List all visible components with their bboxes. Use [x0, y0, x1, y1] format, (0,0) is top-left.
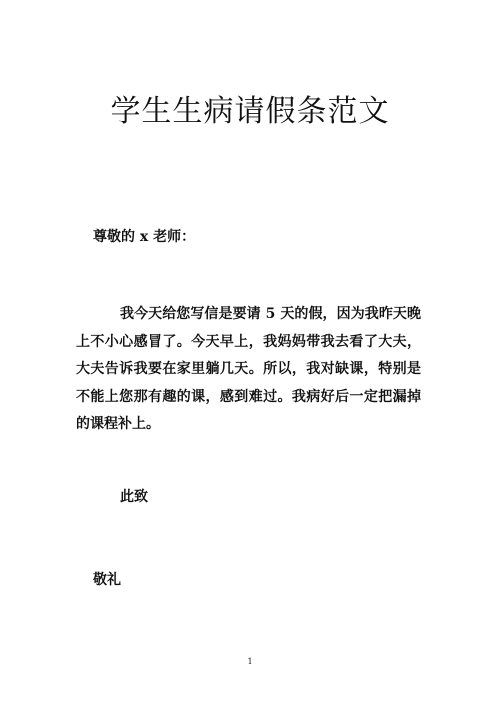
closing-phrase: 此致 — [120, 489, 148, 505]
salutation: 尊敬的 x 老师： — [93, 229, 196, 245]
regards-phrase: 敬礼 — [93, 572, 121, 588]
page-number: 1 — [247, 657, 253, 666]
letter-body: 我今天给您写信是要请 5 天的假，因为我昨天晚上不小心感冒了。今天早上，我妈妈带我去看了大夫，大夫告诉我要在家里躺几天。所以，我对缺课，特别是不能上您那有趣的课，感到难过。我病好后一定把漏掉的课程补上。 — [76, 306, 421, 432]
document-title: 学生生病请假条范文 — [110, 94, 390, 129]
